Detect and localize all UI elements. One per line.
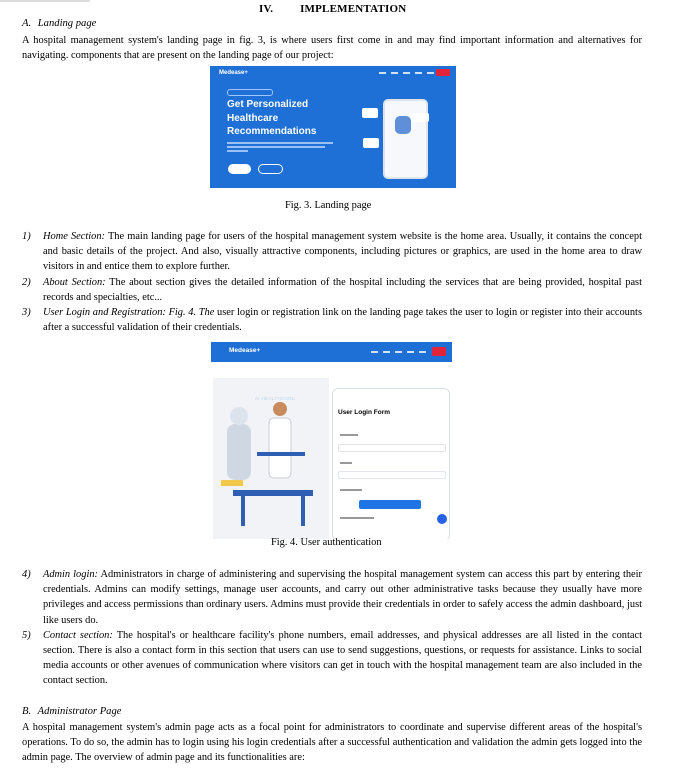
chat-bubble: [411, 113, 429, 122]
contact-us-button: [258, 164, 283, 174]
subsection-letter: A.: [22, 18, 32, 29]
subsection-title: Landing page: [37, 18, 97, 29]
illustration-panel: [213, 378, 329, 539]
site-brand: Medease+: [229, 347, 261, 354]
figure-4-caption: Fig. 4. User authentication: [271, 537, 382, 548]
subsection-heading-a: [22, 18, 96, 29]
panel-label: AI HEALTHCARE: [255, 396, 296, 401]
hero-headline: Get Personalized Healthcare Recommendations: [227, 99, 317, 137]
item-text: user login or registration link on the landing page takes the user to login or register into their accounts after a successful validation of their credentials.: [43, 307, 642, 334]
item-title: Home Section:: [43, 231, 105, 242]
list-item: [22, 567, 642, 628]
item-text: Administrators in charge of administering and supervising the hospital management system can access this part by entering their credentials. Admins can modify settings, manage user accounts, and carry out other administrative tasks because they usually have more privileges and access permissions than ordinary users. Admins must provide their credentials in order to safely access the admin dashboard, just like users do.: [43, 569, 643, 626]
site-nav-links: [379, 72, 434, 74]
chat-icon: [437, 514, 447, 524]
item-number: 3): [22, 307, 31, 319]
section-title: IMPLEMENTATION: [300, 3, 407, 15]
site-brand: Medease+: [219, 70, 248, 76]
forgot-password-link: [340, 489, 362, 491]
section-heading: [259, 3, 406, 15]
list-item: [22, 628, 642, 689]
item-number: 5): [22, 629, 31, 641]
item-number: 2): [22, 276, 31, 288]
top-rule: [0, 0, 90, 2]
figure-3-landing-screenshot: [210, 66, 456, 188]
chat-bubble: [362, 108, 378, 118]
phone-illustration: [383, 99, 428, 179]
item-text: The about section gives the detailed information of the hospital including the services that are being provided, hospital past records and specialties, etc...: [43, 276, 642, 303]
landing-intro-paragraph: A hospital management system's landing page in fig. 3, is where users first come in and may find important information and alternatives for navigating. components that are present on the landing page of our project:: [22, 35, 642, 62]
item-number: 1): [22, 231, 31, 242]
doctor-robot-illustration: [213, 378, 329, 539]
admin-paragraph: A hospital management system's admin page acts as a focal point for administrators to coordinate and supervise different areas of the hospital's operations. To do so, the admin has to login using his login credentials after a successful authentication and validation the admin gets logged into the admin page. The overview of admin page and its functionalities are:: [22, 722, 642, 764]
landing-components-list-a: [22, 229, 642, 335]
subsection-heading-b: [22, 706, 121, 717]
register-button: [436, 69, 450, 76]
item-text: The hospital's or healthcare facility's phone numbers, email addresses, and physical addresses are all listed in the contact section. There is also a contact form in this section that users can use to send suggestions, questions, or requests for assistance. Links to social media accounts or other avenues of communication where visitors can get in touch with the hospital management team are also included in the contact section.: [43, 629, 642, 687]
register-button: [432, 347, 446, 356]
email-label: [340, 434, 358, 436]
item-number: 4): [22, 569, 31, 580]
landing-components-list-b: [22, 567, 642, 689]
login-button: [359, 500, 421, 509]
item-title: Contact section:: [43, 629, 113, 641]
robot-icon: [395, 116, 411, 134]
subsection-letter: B.: [22, 706, 32, 717]
item-title: User Login and Registration: Fig. 4. The: [43, 307, 215, 319]
list-item: [22, 305, 642, 335]
subsection-title: Administrator Page: [37, 706, 122, 717]
item-text: The main landing page for users of the hospital management system website is the home area. Usually, it contains the concept and basic details of the project. And also, visually attractive components, including pictures or graphics, are used in the home area to draw visitors in and entice them to explore further.: [43, 231, 642, 273]
hero-tag: [227, 89, 273, 96]
item-title: About Section:: [43, 276, 106, 288]
read-more-button: [228, 164, 251, 174]
item-title: Admin login:: [43, 569, 98, 580]
figure-3-caption: Fig. 3. Landing page: [285, 200, 372, 211]
password-label: [340, 462, 352, 464]
figure-4-login-screenshot: [211, 342, 452, 539]
site-nav-links: [371, 351, 426, 353]
login-form-title: User Login Form: [338, 409, 391, 416]
list-item: [22, 229, 642, 275]
password-field: [338, 471, 446, 479]
hero-description: [227, 142, 333, 154]
list-item: [22, 275, 642, 305]
chat-bubble: [363, 138, 379, 148]
section-number: IV.: [259, 3, 274, 15]
register-link: [340, 517, 374, 519]
email-field: [338, 444, 446, 452]
